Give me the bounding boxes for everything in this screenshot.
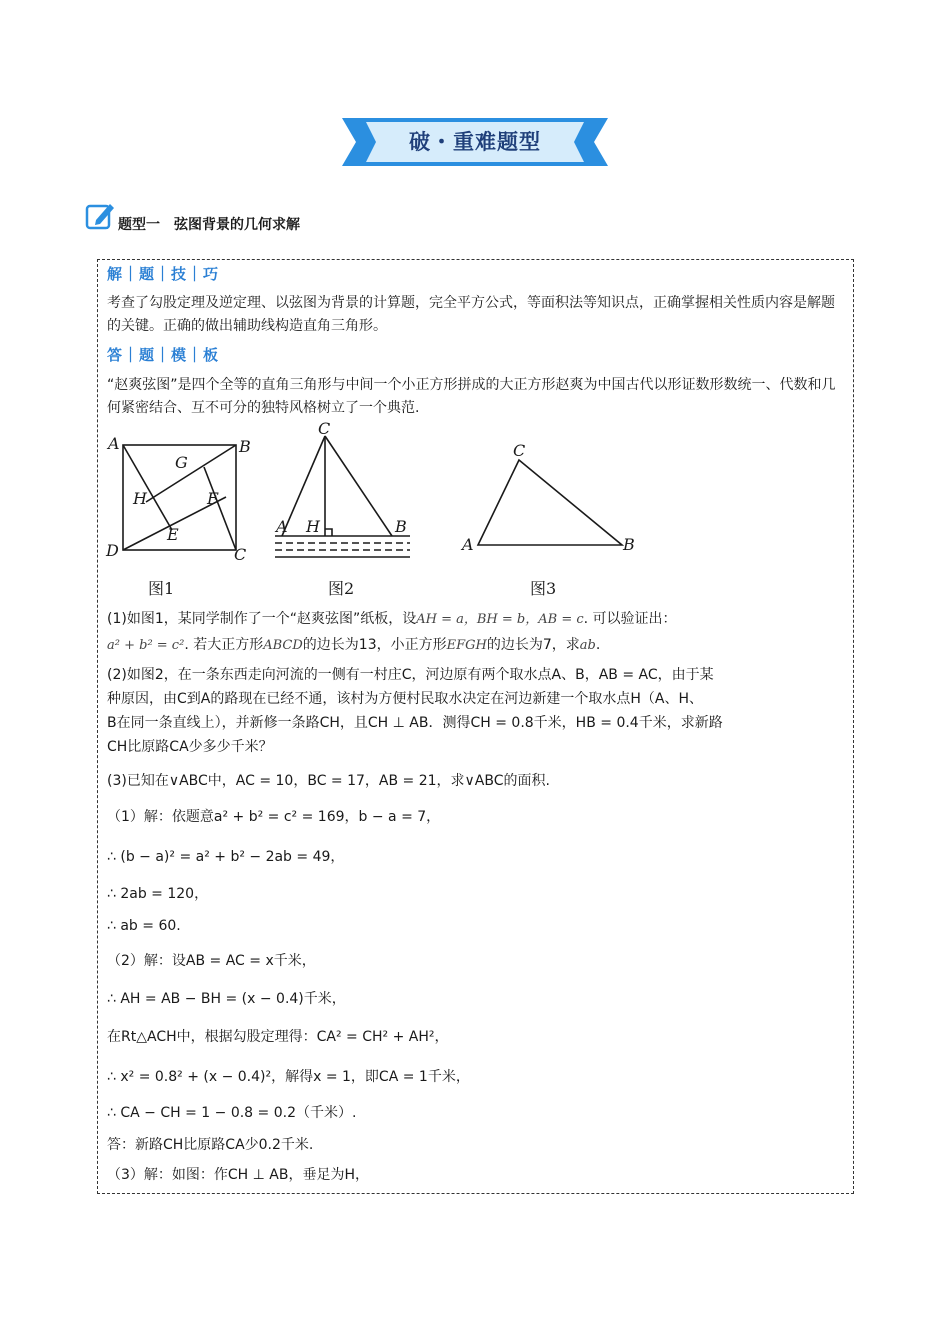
fig1-label-g: G xyxy=(175,453,188,472)
fig1-label-d: D xyxy=(106,541,119,560)
q1-math-d: a² + b² = c² xyxy=(107,638,185,653)
fig1-label-a: A xyxy=(108,434,120,453)
solution-line-1: （1）解：依题意a² + b² = c² = 169，b − a = 7， xyxy=(107,809,441,825)
q1-text-c: . 可以验证出： xyxy=(583,611,677,627)
q1-math-h: EFGH xyxy=(446,638,487,653)
solution-line-4: ∴ ab = 60. xyxy=(107,918,181,934)
q1-text-e: . 若大正方形 xyxy=(184,637,264,653)
q1-text-g: 的边长为13，小正方形 xyxy=(302,637,447,653)
solution-line-6: ∴ AH = AB − BH = (x − 0.4)千米， xyxy=(107,991,346,1007)
figure-1-caption: 图1 xyxy=(148,579,175,598)
solution-line-11: （3）解：如图：作CH ⊥ AB，垂足为H， xyxy=(107,1167,370,1183)
q1-text-i: 的边长为7，求 xyxy=(486,637,580,653)
tips-text: 考查了勾股定理及逆定理、以弦图为背景的计算题，完全平方公式，等面积法等知识点，正确掌握相关性质内容是解题的关键。正确的做出辅助线构造直角三角形。 xyxy=(107,295,835,334)
solution-line-2: ∴ (b − a)² = a² + b² − 2ab = 49， xyxy=(107,849,345,865)
solution-line-8: ∴ x² = 0.8² + (x − 0.4)²，解得x = 1，即CA = 1千米， xyxy=(107,1069,470,1085)
banner-title: 破・重难题型 xyxy=(409,130,541,154)
solution-line-10: 答：新路CH比原路CA少0.2千米. xyxy=(107,1137,314,1153)
section-banner xyxy=(342,116,608,168)
fig2-label-a: A xyxy=(276,517,288,536)
q1-math-b: AH = a，BH = b，AB = c xyxy=(416,612,584,627)
fig3-label-b: B xyxy=(623,535,635,554)
question-2-line-1: (2)如图2，在一条东西走向河流的一侧有一村庄C，河边原有两个取水点A、B，AB = AC，由于某 xyxy=(107,667,714,683)
pencil-note-icon xyxy=(84,200,116,232)
solution-line-7: 在Rt△ACH中，根据勾股定理得：CA² = CH² + AH²， xyxy=(107,1029,449,1045)
fig1-label-f: F xyxy=(207,489,219,508)
fig1-label-e: E xyxy=(167,525,179,544)
fig2-label-b: B xyxy=(395,517,407,536)
section-title: 题型一 弦图背景的几何求解 xyxy=(118,217,300,233)
tips-header: 解｜题｜技｜巧 xyxy=(107,265,220,283)
solution-line-9: ∴ CA − CH = 1 − 0.8 = 0.2（千米）. xyxy=(107,1105,357,1121)
q1-text-a: (1)如图1，某同学制作了一个“赵爽弦图”纸板，设 xyxy=(107,611,417,627)
fig1-label-h: H xyxy=(133,489,147,508)
q1-math-j: ab xyxy=(579,638,596,653)
figure-1-zhao-shuang-diagram xyxy=(104,420,254,565)
figure-2-river-diagram xyxy=(270,420,415,565)
question-1-line-1 xyxy=(107,608,677,631)
question-1-line-2: a² + b² = c². 若大正方形ABCD的边长为13，小正方形EFGH的边长为7，求ab. xyxy=(107,637,601,653)
fig1-label-c: C xyxy=(234,545,247,564)
fig3-label-a: A xyxy=(462,535,474,554)
question-2-line-3: B在同一条直线上），并新修一条路CH，且CH ⊥ AB．测得CH = 0.8千米，HB = 0.4千米，求新路 xyxy=(107,715,723,731)
template-header: 答｜题｜模｜板 xyxy=(107,346,220,364)
figure-3-triangle xyxy=(456,420,646,565)
question-2-line-2: 种原因，由C到A的路现在已经不通，该村为方便村民取水决定在河边新建一个取水点H（A、H、 xyxy=(107,691,703,707)
question-3: (3)已知在∨ABC中，AC = 10，BC = 17，AB = 21，求∨ABC的面积. xyxy=(107,773,550,789)
fig3-label-c: C xyxy=(513,441,526,460)
solution-line-3: ∴ 2ab = 120， xyxy=(107,886,209,902)
fig2-label-c: C xyxy=(318,420,331,438)
question-2-line-4: CH比原路CA少多少千米？ xyxy=(107,739,273,755)
fig1-label-b: B xyxy=(239,437,251,456)
figure-3-caption: 图3 xyxy=(530,579,557,598)
solution-line-5: （2）解：设AB = AC = x千米， xyxy=(107,953,316,969)
figure-2-caption: 图2 xyxy=(328,579,355,598)
fig2-label-h: H xyxy=(306,517,320,536)
q1-math-f: ABCD xyxy=(263,638,303,653)
template-intro: “赵爽弦图”是四个全等的直角三角形与中间一个小正方形拼成的大正方形赵爽为中国古代以形证数形数统一、代数和几何紧密结合、互不可分的独特风格树立了一个典范. xyxy=(107,377,836,416)
